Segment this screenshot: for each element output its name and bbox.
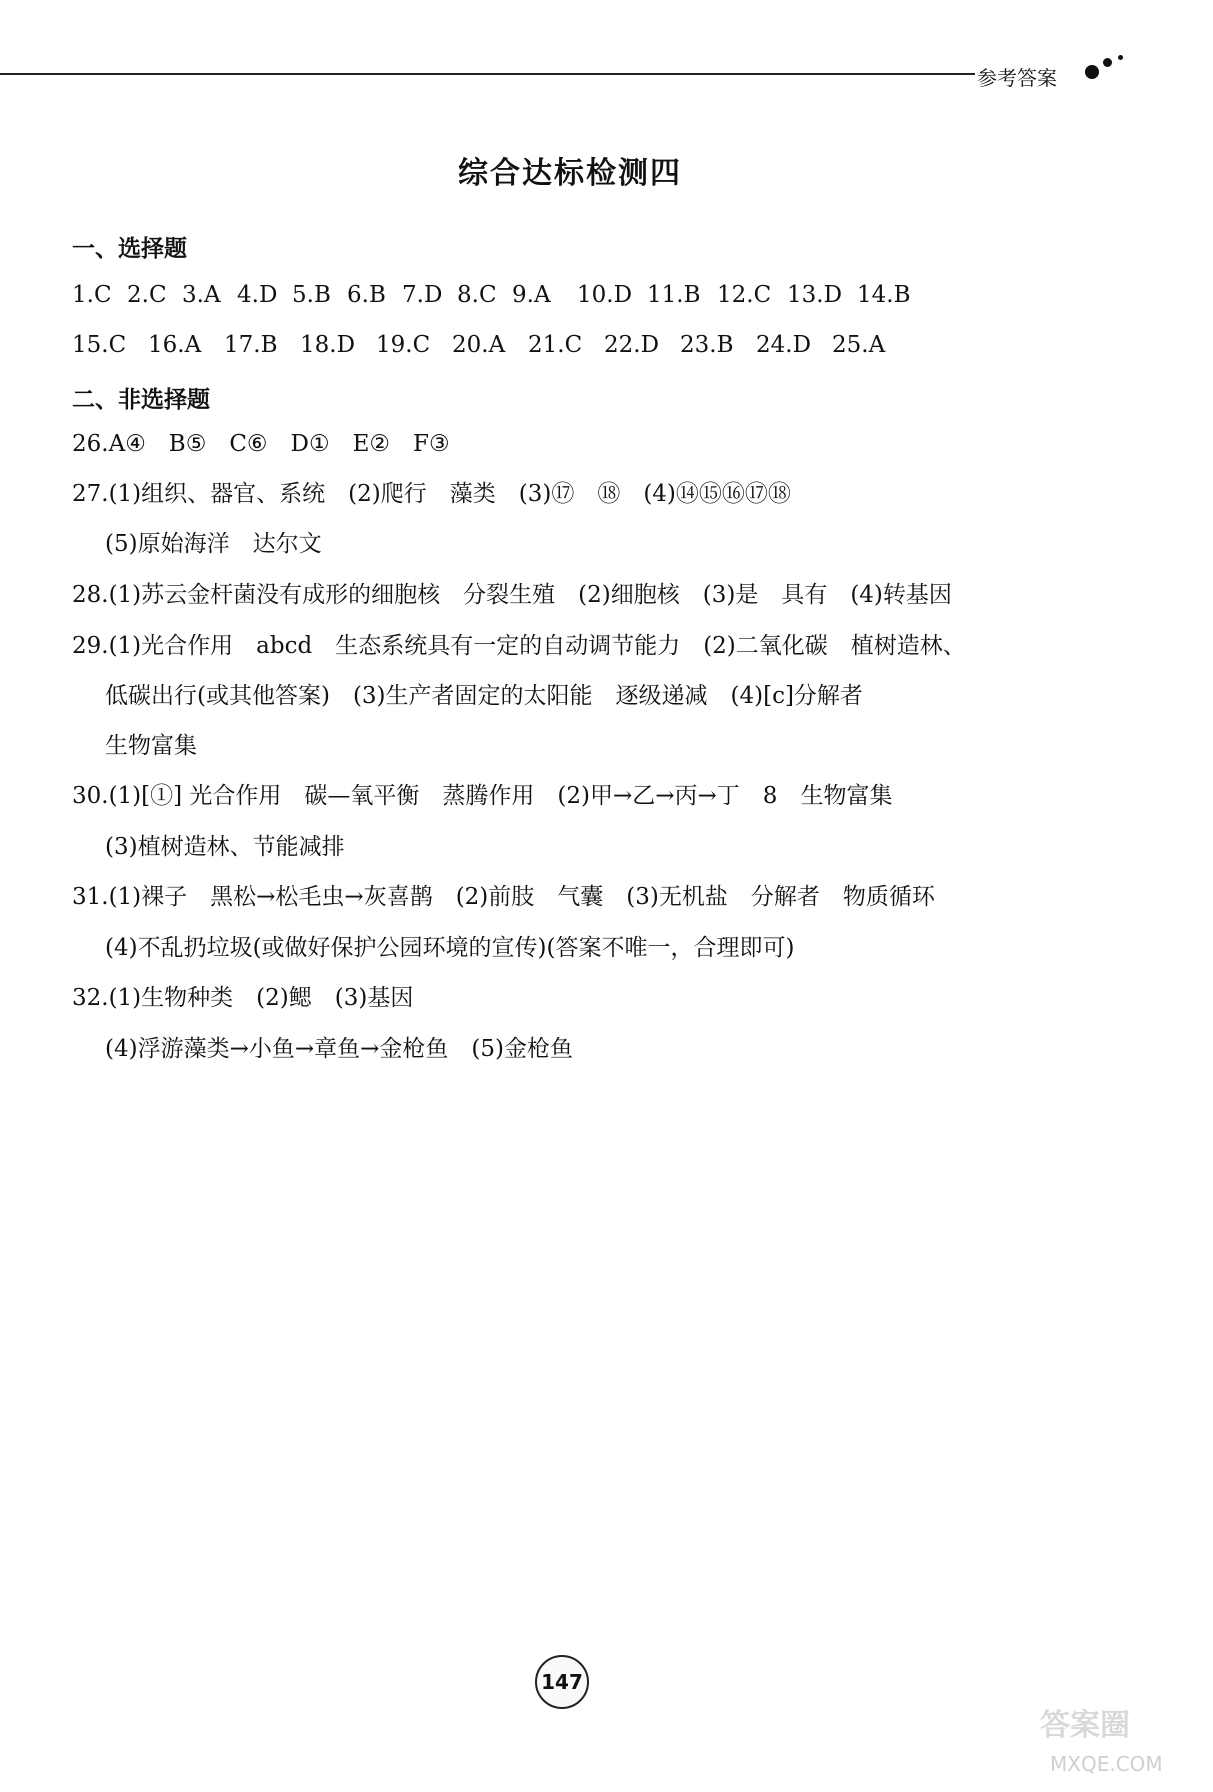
mc-answer-row-2 [72, 332, 908, 358]
decor-dot-small [1118, 55, 1123, 60]
answer-27-line-2: (5)原始海洋 达尔文 [105, 531, 322, 557]
mc-answer: 21.C [528, 332, 583, 358]
mc-answer: 15.C [72, 332, 127, 358]
mc-answer: 20.A [452, 332, 506, 358]
mc-answer: 19.C [376, 332, 431, 358]
mc-answer: 18.D [300, 332, 356, 358]
answer-30-line-1: 30.(1)[①] 光合作用 碳—氧平衡 蒸腾作用 (2)甲→乙→丙→丁 8 生物富集 [72, 783, 893, 809]
answer-32-line-2: (4)浮游藻类→小鱼→章鱼→金枪鱼 (5)金枪鱼 [105, 1036, 573, 1062]
mc-answer: 6.B [347, 282, 386, 308]
answer-29-line-2: 低碳出行(或其他答案) (3)生产者固定的太阳能 逐级递减 (4)[c]分解者 [105, 683, 863, 709]
mc-answer: 5.B [292, 282, 331, 308]
answer-32-line-1: 32.(1)生物种类 (2)鳃 (3)基因 [72, 985, 414, 1011]
mc-answer: 17.B [224, 332, 278, 358]
mc-answer: 2.C [127, 282, 167, 308]
mc-answer: 14.B [857, 282, 911, 308]
mc-answer: 16.A [148, 332, 202, 358]
mc-answer: 8.C [457, 282, 497, 308]
mc-answer: 10.D [577, 282, 633, 308]
answer-28: 28.(1)苏云金杆菌没有成形的细胞核 分裂生殖 (2)细胞核 (3)是 具有 (4)转基因 [72, 582, 952, 608]
mc-answer: 23.B [680, 332, 734, 358]
mc-answer-row-1 [72, 282, 927, 308]
answer-30-line-2: (3)植树造林、节能减排 [105, 834, 345, 860]
mc-answer: 3.A [182, 282, 221, 308]
answer-27-line-1: 27.(1)组织、器官、系统 (2)爬行 藻类 (3)⑰ ⑱ (4)⑭⑮⑯⑰⑱ [72, 481, 791, 507]
answer-31-line-2: (4)不乱扔垃圾(或做好保护公园环境的宣传)(答案不唯一，合理即可) [105, 935, 795, 961]
answer-26: 26.A④ B⑤ C⑥ D① E② F③ [72, 431, 450, 457]
watermark-logo: 答案圈 [1040, 1708, 1130, 1743]
section-heading-choice: 一、选择题 [72, 236, 187, 262]
mc-answer: 4.D [237, 282, 278, 308]
mc-answer: 9.A [512, 282, 551, 308]
section-heading-nonchoice: 二、非选择题 [72, 387, 210, 413]
watermark-url: MXQE.COM [1050, 1752, 1163, 1776]
mc-answer: 1.C [72, 282, 112, 308]
header-rule [0, 73, 975, 75]
header-label: 参考答案 [977, 66, 1057, 90]
mc-answer: 13.D [787, 282, 843, 308]
decor-dot-medium [1103, 58, 1112, 67]
decor-dot-large [1085, 65, 1099, 79]
mc-answer: 12.C [717, 282, 772, 308]
answer-29-line-1: 29.(1)光合作用 abcd 生态系统具有一定的自动调节能力 (2)二氧化碳 植树造林、 [72, 633, 966, 659]
answer-29-line-3: 生物富集 [105, 733, 197, 759]
page-title: 综合达标检测四 [458, 156, 682, 191]
mc-answer: 25.A [832, 332, 886, 358]
mc-answer: 11.B [647, 282, 701, 308]
mc-answer: 24.D [756, 332, 812, 358]
mc-answer: 7.D [402, 282, 443, 308]
mc-answer: 22.D [604, 332, 660, 358]
page-number: 147 [535, 1655, 589, 1709]
answer-31-line-1: 31.(1)裸子 黑松→松毛虫→灰喜鹊 (2)前肢 气囊 (3)无机盐 分解者 物质循环 [72, 884, 935, 910]
